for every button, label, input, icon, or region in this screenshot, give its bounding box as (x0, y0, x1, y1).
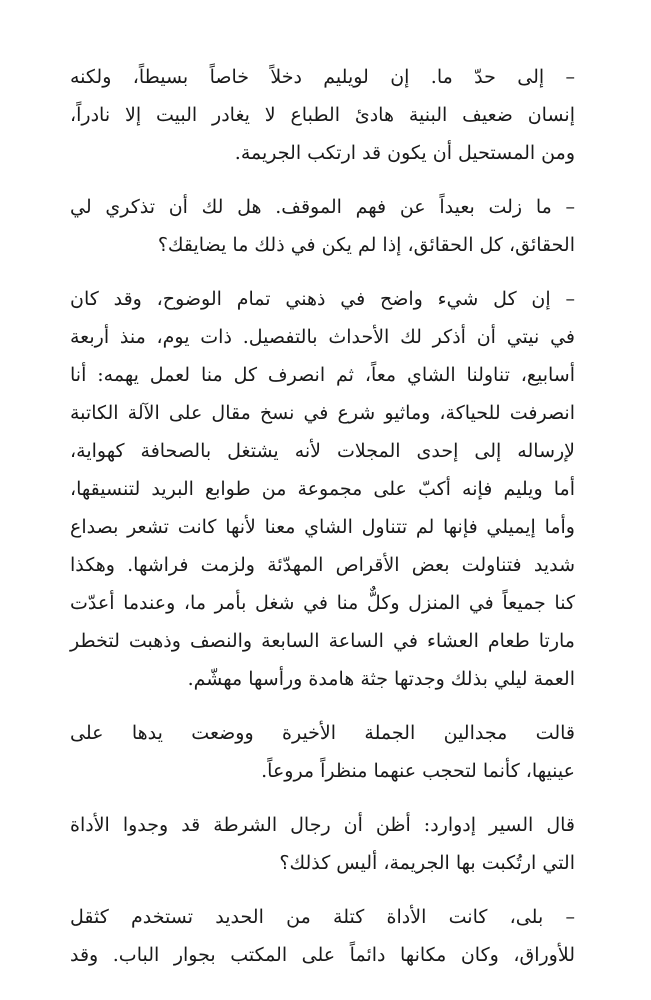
text-line: مارتا طعام العشاء في الساعة السابعة والنصف وذهبت لتخطر (70, 630, 575, 652)
text-line: الحقائق، كل الحقائق، إذا لم يكن في ذلك ما يضايقك؟ (157, 234, 575, 256)
paragraph-2 (70, 188, 575, 264)
book-page (70, 58, 575, 990)
text-line: التي ارتُكبت بها الجريمة، أليس كذلك؟ (279, 852, 575, 874)
text-line: قالت مجدالين الجملة الأخيرة ووضعت يدها على (70, 722, 575, 744)
text-line: – بلى، كانت الأداة كتلة من الحديد تستخدم كثقل (70, 906, 575, 928)
paragraph-4 (70, 714, 575, 790)
text-line: شديد فتناولت بعض الأقراص المهدّئة ولزمت فراشها. وهكذا (70, 554, 575, 576)
paragraph-6 (70, 898, 575, 974)
text-line: العمة ليلي بذلك وجدتها جثة هامدة ورأسها مهشّم. (187, 668, 575, 690)
text-line: كنا جميعاً في المنزل وكلٌّ منا في شغل بأمر ما، وعندما أعدّت (70, 592, 575, 614)
text-line: وأما إيميلي فإنها لم تتناول الشاي معنا لأنها كانت تشعر بصداع (70, 516, 575, 538)
paragraph-1 (70, 58, 575, 172)
text-line: إنسان ضعيف البنية هادئ الطباع لا يغادر البيت إلا نادراً، (70, 104, 575, 126)
text-line: للأوراق، وكان مكانها دائماً على المكتب بجوار الباب. وقد (70, 944, 575, 966)
text-line: في نيتي أن أذكر لك الأحداث بالتفصيل. ذات يوم، منذ أربعة (70, 326, 575, 348)
text-line: أسابيع، تناولنا الشاي معاً، ثم انصرف كل منا لعمل يهمه: أنا (70, 364, 575, 386)
paragraph-5 (70, 806, 575, 882)
text-line: – ما زلت بعيداً عن فهم الموقف. هل لك أن تذكري لي (70, 196, 575, 218)
text-line: أما ويليم فإنه أكبّ على مجموعة من طوابع البريد لتنسيقها، (70, 478, 575, 500)
text-line: – إلى حدّ ما. إن لويليم دخلاً خاصاً بسيطاً، ولكنه (70, 66, 575, 88)
text-line: – إن كل شيء واضح في ذهني تمام الوضوح، وقد كان (70, 288, 575, 310)
text-line: عينيها، كأنما لتحجب عنهما منظراً مروعاً. (261, 760, 575, 782)
text-line: انصرفت للحياكة، وماثيو شرع في نسخ مقال على الآلة الكاتبة (70, 402, 575, 424)
text-line: ومن المستحيل أن يكون قد ارتكب الجريمة. (234, 142, 575, 164)
paragraph-3 (70, 280, 575, 698)
text-line: لإرساله إلى إحدى المجلات لأنه يشتغل بالصحافة كهواية، (70, 440, 575, 462)
text-line: قال السير إدوارد: أظن أن رجال الشرطة قد وجدوا الأداة (70, 814, 575, 836)
